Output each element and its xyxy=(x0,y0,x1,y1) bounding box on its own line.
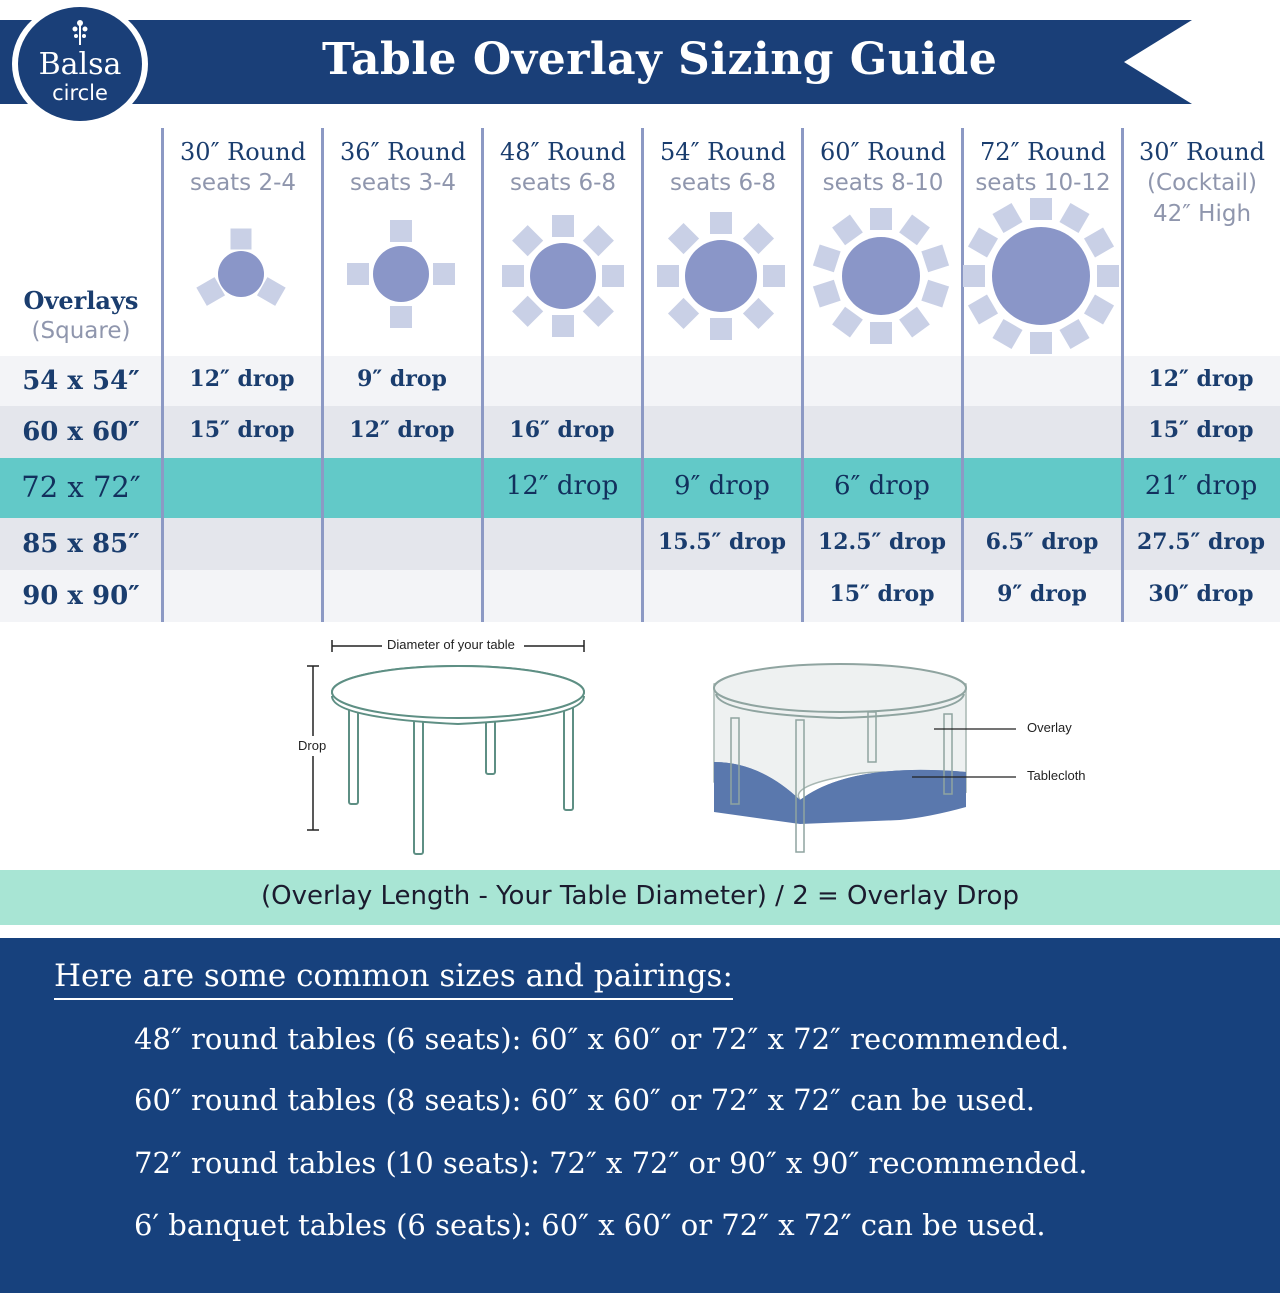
table-cell: 12.5″ drop xyxy=(817,529,947,555)
diameter-label: Diameter of your table xyxy=(387,637,515,652)
seat-icon xyxy=(763,265,785,287)
seat-icon xyxy=(710,212,732,234)
seat-icon xyxy=(1097,265,1119,287)
pairings-section xyxy=(0,938,1280,1293)
round-table-icon xyxy=(842,237,920,315)
column-seats: seats 8-10 xyxy=(822,170,944,196)
seat-icon xyxy=(710,318,732,340)
seat-icon xyxy=(657,265,679,287)
seat-icon xyxy=(968,294,998,324)
seat-icon xyxy=(963,265,985,287)
table-row xyxy=(0,570,1280,622)
row-label: 60 x 60″ xyxy=(22,417,140,447)
round-table-icon xyxy=(685,240,757,312)
column-seats: seats 3-4 xyxy=(349,170,457,196)
seat-icon xyxy=(1030,332,1052,354)
column-title: 30″ Round xyxy=(1139,138,1265,166)
seat-icon xyxy=(1084,227,1114,257)
seat-icon xyxy=(1084,294,1114,324)
table-illustration xyxy=(0,622,1280,870)
table-cell: 16″ drop xyxy=(509,417,615,443)
seat-icon xyxy=(921,245,949,273)
table-cell: 21″ drop xyxy=(1144,471,1258,501)
seat-icon xyxy=(992,319,1022,349)
table-row xyxy=(0,406,1280,458)
seat-icon xyxy=(512,225,543,256)
table-cell: 27.5″ drop xyxy=(1136,529,1266,555)
seat-icon xyxy=(813,245,841,273)
seat-icon xyxy=(870,322,892,344)
seat-icon xyxy=(231,229,252,250)
column-type: (Cocktail) xyxy=(1147,170,1257,196)
column-title: 72″ Round xyxy=(980,138,1106,166)
round-table-icon xyxy=(530,243,596,309)
seat-icon xyxy=(1030,198,1052,220)
seat-icon xyxy=(552,215,574,237)
seat-icon xyxy=(552,315,574,337)
seat-icon xyxy=(668,223,699,254)
table-cell: 15″ drop xyxy=(1148,417,1254,443)
seat-icon xyxy=(813,280,841,308)
bare-table-icon xyxy=(332,666,584,854)
overlay-label: Overlay xyxy=(1027,720,1072,735)
row-label: 85 x 85″ xyxy=(22,529,140,559)
column-seats: seats 6-8 xyxy=(669,170,777,196)
table-cell: 12″ drop xyxy=(189,366,295,392)
table-row xyxy=(0,518,1280,570)
covered-table-icon xyxy=(714,664,1016,852)
seat-icon xyxy=(668,298,699,329)
row-label: 54 x 54″ xyxy=(22,366,140,396)
column-title: 36″ Round xyxy=(340,138,466,166)
seat-icon xyxy=(583,225,614,256)
seat-icon xyxy=(743,223,774,254)
drop-label: Drop xyxy=(298,738,327,753)
round-table-icon xyxy=(373,246,429,302)
pairings-title: Here are some common sizes and pairings: xyxy=(54,958,733,1000)
logo-text-circle: circle xyxy=(52,81,108,105)
table-cell: 6″ drop xyxy=(834,471,930,501)
column-seats: seats 6-8 xyxy=(509,170,617,196)
overlays-title: Overlays xyxy=(23,286,139,315)
table-cell: 9″ drop xyxy=(674,471,770,501)
table-cell: 30″ drop xyxy=(1148,581,1254,607)
sprig-icon xyxy=(72,19,88,47)
sizing-table xyxy=(0,128,1280,622)
table-cell: 15″ drop xyxy=(189,417,295,443)
table-cell: 15.5″ drop xyxy=(657,529,787,555)
seat-icon xyxy=(743,298,774,329)
seat-icon xyxy=(870,208,892,230)
logo-text-balsa: Balsa xyxy=(38,47,122,82)
overlays-subtitle: (Square) xyxy=(31,318,131,344)
round-table-icon xyxy=(992,227,1090,325)
page-title: Table Overlay Sizing Guide xyxy=(322,34,998,85)
seat-icon xyxy=(602,265,624,287)
list-item: 48″ round tables (6 seats): 60″ x 60″ or 72″ x 72″ recommended. xyxy=(134,1022,1070,1056)
seating-diagrams xyxy=(0,128,1280,356)
seat-icon xyxy=(832,307,863,338)
seat-icon xyxy=(992,203,1022,233)
table-cell: 12″ drop xyxy=(505,471,619,501)
seat-icon xyxy=(390,220,412,242)
seat-icon xyxy=(899,215,930,246)
table-cell: 9″ drop xyxy=(357,366,447,392)
drop-formula: (Overlay Length - Your Table Diameter) / 2 = Overlay Drop xyxy=(0,870,1280,925)
table-row xyxy=(0,356,1280,406)
column-title: 48″ Round xyxy=(500,138,626,166)
seat-icon xyxy=(390,306,412,328)
column-seats: seats 2-4 xyxy=(189,170,297,196)
list-item: 60″ round tables (8 seats): 60″ x 60″ or 72″ x 72″ can be used. xyxy=(134,1083,1035,1117)
table-cell: 12″ drop xyxy=(349,417,455,443)
table-cell: 6.5″ drop xyxy=(985,529,1099,555)
seat-icon xyxy=(502,265,524,287)
table-cell: 12″ drop xyxy=(1148,366,1254,392)
seat-icon xyxy=(433,263,455,285)
seat-icon xyxy=(1059,203,1089,233)
seat-icon xyxy=(899,307,930,338)
column-title: 60″ Round xyxy=(820,138,946,166)
column-height: 42″ High xyxy=(1152,201,1252,227)
round-table-icon xyxy=(218,251,264,297)
row-label: 90 x 90″ xyxy=(22,581,140,611)
row-label: 72 x 72″ xyxy=(21,470,141,504)
seat-icon xyxy=(1059,319,1089,349)
list-item: 72″ round tables (10 seats): 72″ x 72″ or 90″ x 90″ recommended. xyxy=(134,1146,1088,1180)
tablecloth-label: Tablecloth xyxy=(1027,768,1086,783)
seat-icon xyxy=(968,227,998,257)
table-cell: 9″ drop xyxy=(997,581,1087,607)
column-title: 30″ Round xyxy=(180,138,306,166)
list-item: 6′ banquet tables (6 seats): 60″ x 60″ or 72″ x 72″ can be used. xyxy=(134,1208,1046,1242)
column-seats: seats 10-12 xyxy=(975,170,1111,196)
seat-icon xyxy=(832,215,863,246)
seat-icon xyxy=(347,263,369,285)
table-row-highlighted xyxy=(0,458,1280,518)
brand-logo xyxy=(12,2,148,126)
seat-icon xyxy=(921,280,949,308)
header-banner xyxy=(0,20,1280,104)
table-cell: 15″ drop xyxy=(829,581,935,607)
seat-icon xyxy=(583,296,614,327)
seat-icon xyxy=(512,296,543,327)
measurement-diagram xyxy=(0,622,1280,870)
column-title: 54″ Round xyxy=(660,138,786,166)
